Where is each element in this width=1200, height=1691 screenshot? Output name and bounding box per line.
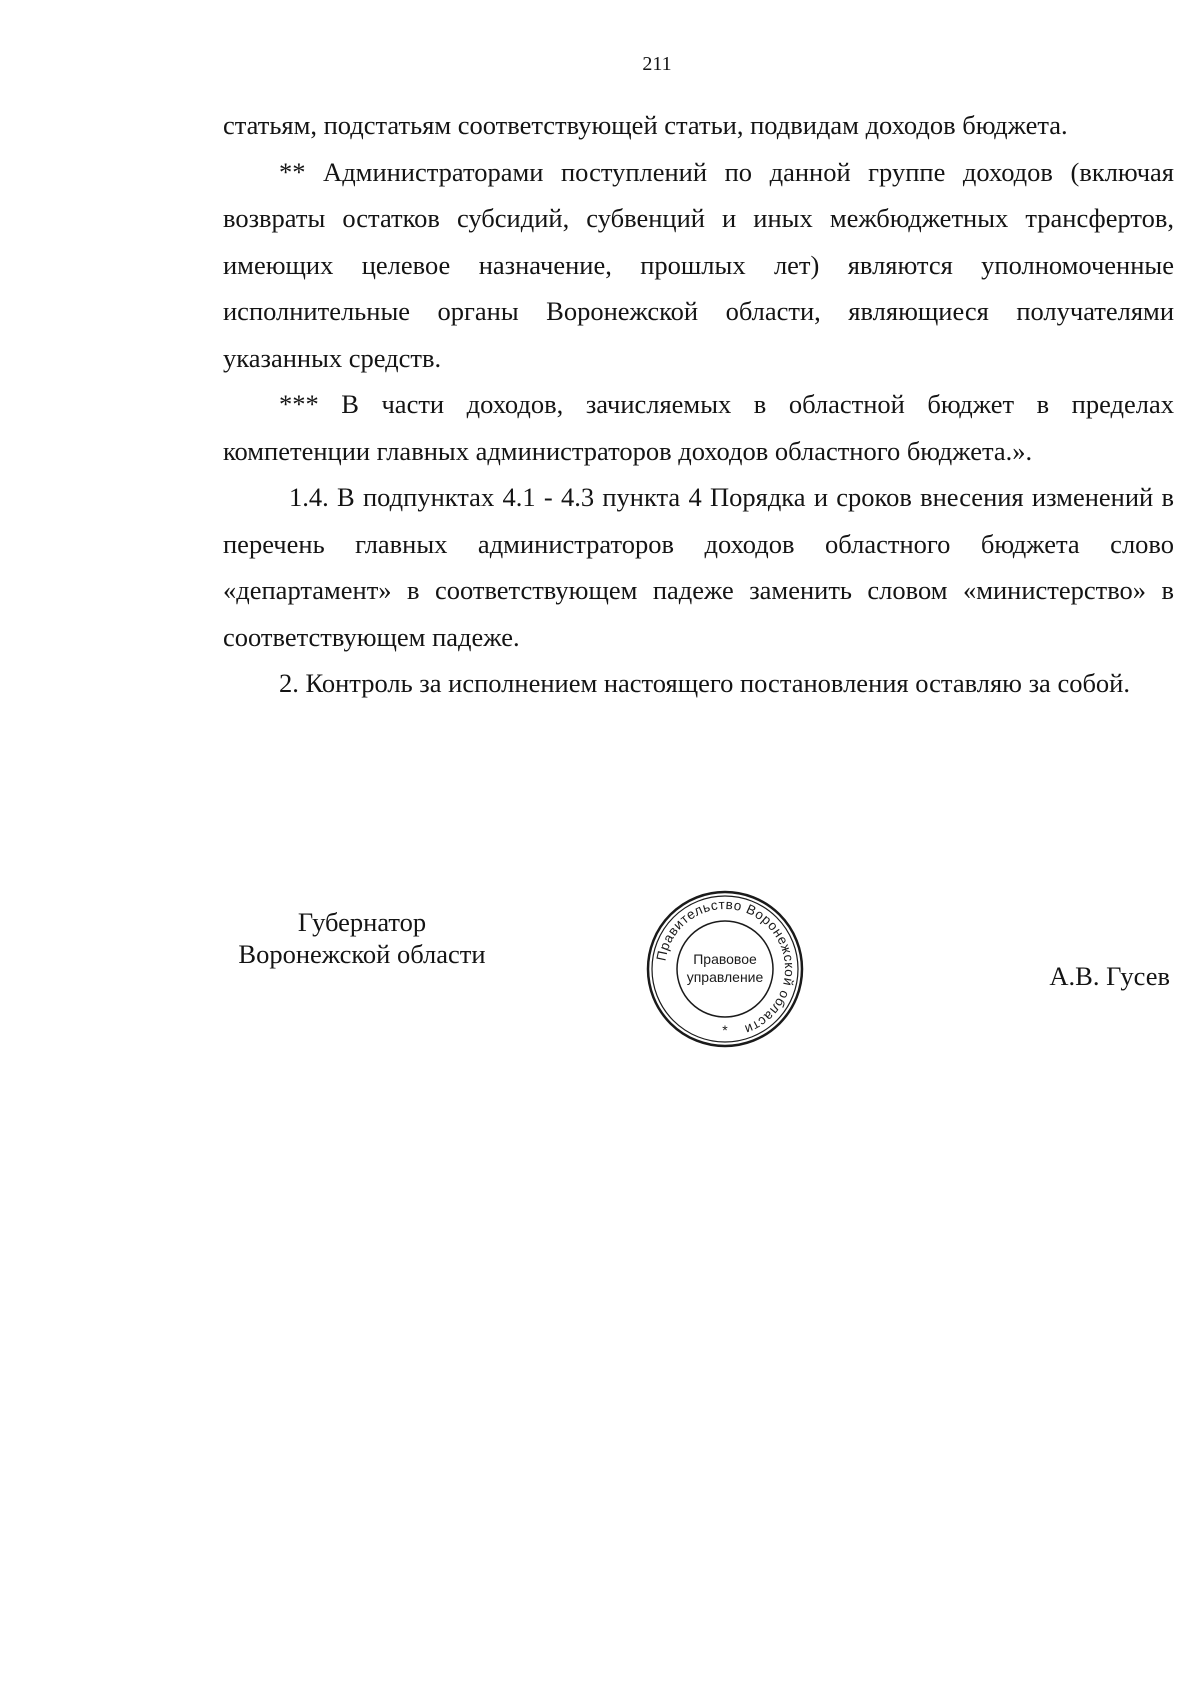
paragraph-item-1-4: 1.4. В подпунктах 4.1 - 4.3 пункта 4 Порядка и сроков внесения изменений в перечень главных администраторов доходов областного бюджета слово «департамент» в соответствующем падеже заменить словом «министерство» в соответствующем падеже. [223,482,1174,652]
page-number: 211 [642,53,672,75]
paragraph-item-2: 2. Контроль за исполнением настоящего постановления оставляю за собой. [279,668,1130,698]
paragraph-footnote-triple-star: *** В части доходов, зачисляемых в областной бюджет в пределах компетенции главных администраторов доходов областного бюджета.». [223,389,1174,466]
signature-name: А.В. Гусев [1049,961,1170,991]
signature-region: Воронежской области [238,939,486,969]
seal-outer-text: Правительство Воронежской области [653,896,798,1038]
paragraph-footnote-double-star: ** Администраторами поступлений по данной группе доходов (включая возвраты остатков субсидий, субвенций и иных межбюджетных трансфертов, имеющих целевое назначение, прошлых лет) являются уполномоченные исполнительные органы Воронежской области, являющиеся получателями указанных средств. [223,156,1174,373]
paragraph-continuation: статьям, подстатьям соответствующей статьи, подвидам доходов бюджета. [223,110,1068,140]
official-seal [644,888,806,1050]
seal-center-line1: Правовое [693,951,757,967]
signature-title [212,906,512,970]
body-text [223,102,1174,707]
seal-center-line2: управление [686,969,764,985]
signature-position: Губернатор [297,907,427,937]
seal-star: * [722,1022,728,1038]
